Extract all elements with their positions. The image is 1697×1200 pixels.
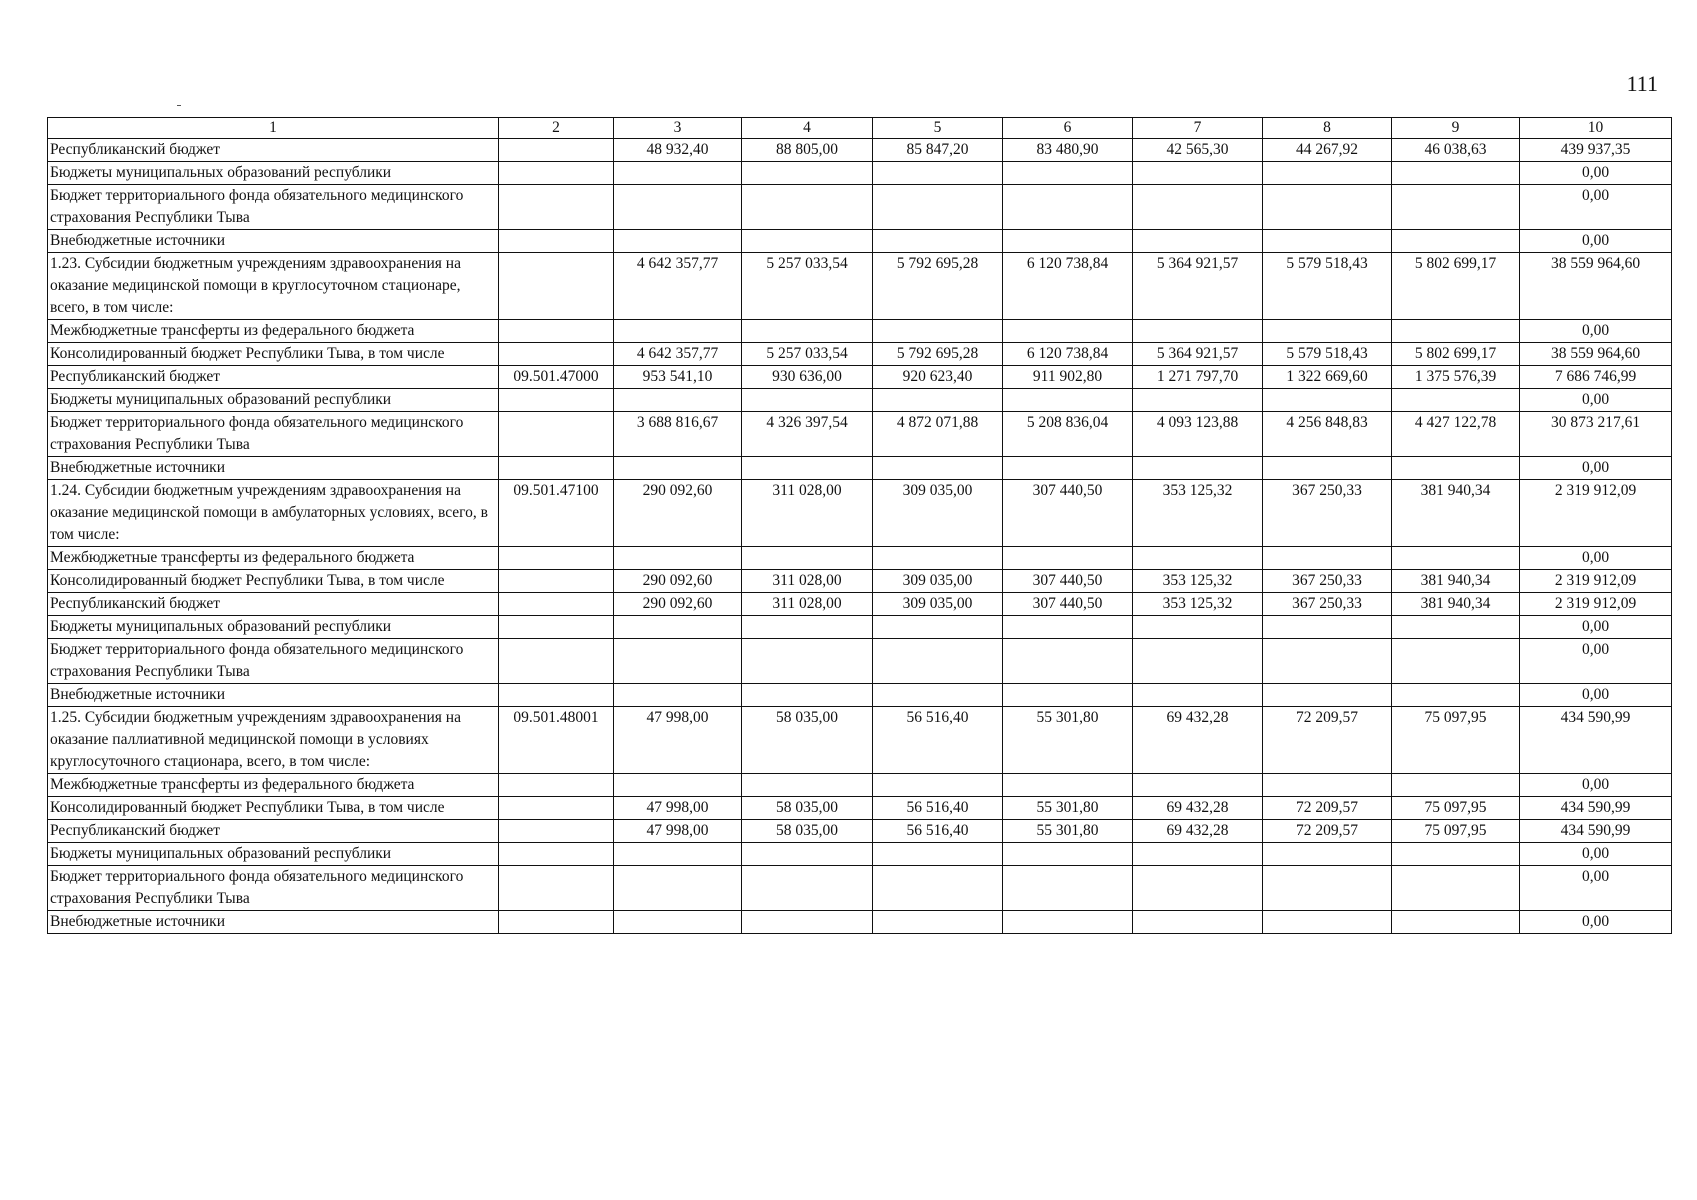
value-cell-col-7 [1133,616,1263,639]
value-cell-col-4 [742,684,873,707]
value-cell-col-4 [742,866,873,911]
value-cell-col-5: 5 792 695,28 [873,343,1003,366]
value-cell-col-3 [614,185,742,230]
value-cell-col-3 [614,389,742,412]
value-cell-col-9: 46 038,63 [1392,139,1520,162]
value-cell-col-9 [1392,774,1520,797]
column-header-3: 3 [614,118,742,139]
value-cell-col-10: 0,00 [1520,866,1672,911]
value-cell-col-4 [742,457,873,480]
value-cell-col-8 [1263,866,1392,911]
value-cell-col-7 [1133,911,1263,934]
row-name: Бюджет территориального фонда обязательного медицинского страхования Республики Тыва [48,412,499,457]
row-name: Республиканский бюджет [48,820,499,843]
value-cell-col-5: 56 516,40 [873,820,1003,843]
row-code [499,185,614,230]
table-row [48,162,1672,185]
row-name: Бюджет территориального фонда обязательного медицинского страхования Республики Тыва [48,866,499,911]
value-cell-col-4 [742,547,873,570]
value-cell-col-9: 5 802 699,17 [1392,343,1520,366]
value-cell-col-3: 48 932,40 [614,139,742,162]
value-cell-col-5 [873,843,1003,866]
value-cell-col-7: 5 364 921,57 [1133,253,1263,320]
value-cell-col-5: 309 035,00 [873,570,1003,593]
value-cell-col-4 [742,162,873,185]
page-number: 111 [1626,71,1658,96]
row-name: Внебюджетные источники [48,457,499,480]
value-cell-col-3: 47 998,00 [614,707,742,774]
value-cell-col-6 [1003,547,1133,570]
value-cell-col-3 [614,230,742,253]
value-cell-col-7 [1133,866,1263,911]
value-cell-col-10: 0,00 [1520,457,1672,480]
value-cell-col-5: 4 872 071,88 [873,412,1003,457]
value-cell-col-4: 311 028,00 [742,480,873,547]
value-cell-col-6 [1003,684,1133,707]
row-code [499,616,614,639]
value-cell-col-5 [873,162,1003,185]
row-code [499,639,614,684]
value-cell-col-7: 69 432,28 [1133,797,1263,820]
table-row [48,389,1672,412]
value-cell-col-8: 5 579 518,43 [1263,343,1392,366]
row-code [499,570,614,593]
value-cell-col-4 [742,774,873,797]
row-code: 09.501.47000 [499,366,614,389]
row-name: Межбюджетные трансферты из федерального бюджета [48,774,499,797]
table-row [48,480,1672,547]
table-row [48,774,1672,797]
value-cell-col-6: 55 301,80 [1003,707,1133,774]
table-row [48,616,1672,639]
value-cell-col-10: 0,00 [1520,230,1672,253]
value-cell-col-10: 38 559 964,60 [1520,343,1672,366]
value-cell-col-5: 309 035,00 [873,480,1003,547]
value-cell-col-3: 3 688 816,67 [614,412,742,457]
value-cell-col-6 [1003,320,1133,343]
value-cell-col-6 [1003,616,1133,639]
row-name: Внебюджетные источники [48,230,499,253]
value-cell-col-4 [742,843,873,866]
value-cell-col-8: 44 267,92 [1263,139,1392,162]
row-code: 09.501.48001 [499,707,614,774]
column-header-2: 2 [499,118,614,139]
value-cell-col-6 [1003,774,1133,797]
value-cell-col-9: 381 940,34 [1392,480,1520,547]
value-cell-col-10: 0,00 [1520,639,1672,684]
value-cell-col-4: 4 326 397,54 [742,412,873,457]
value-cell-col-4: 930 636,00 [742,366,873,389]
row-name: Бюджеты муниципальных образований республики [48,616,499,639]
value-cell-col-4 [742,230,873,253]
value-cell-col-10: 0,00 [1520,616,1672,639]
value-cell-col-10: 7 686 746,99 [1520,366,1672,389]
value-cell-col-7: 353 125,32 [1133,593,1263,616]
value-cell-col-6 [1003,639,1133,684]
table-row [48,320,1672,343]
value-cell-col-6: 911 902,80 [1003,366,1133,389]
row-code [499,866,614,911]
column-header-6: 6 [1003,118,1133,139]
table-row [48,797,1672,820]
row-name: Консолидированный бюджет Республики Тыва, в том числе [48,343,499,366]
value-cell-col-8 [1263,547,1392,570]
value-cell-col-5: 5 792 695,28 [873,253,1003,320]
value-cell-col-10: 439 937,35 [1520,139,1672,162]
row-name: 1.24. Субсидии бюджетным учреждениям здравоохранения на оказание медицинской помощи в амбулаторных условиях, всего, в том числе: [48,480,499,547]
row-name: Межбюджетные трансферты из федерального бюджета [48,547,499,570]
value-cell-col-3 [614,866,742,911]
table-row [48,843,1672,866]
row-code [499,911,614,934]
value-cell-col-10: 0,00 [1520,547,1672,570]
row-name: Внебюджетные источники [48,684,499,707]
row-name: Консолидированный бюджет Республики Тыва, в том числе [48,570,499,593]
value-cell-col-6 [1003,911,1133,934]
value-cell-col-9 [1392,866,1520,911]
value-cell-col-5: 56 516,40 [873,707,1003,774]
value-cell-col-9 [1392,616,1520,639]
value-cell-col-9 [1392,911,1520,934]
row-code [499,389,614,412]
row-name: Бюджет территориального фонда обязательного медицинского страхования Республики Тыва [48,185,499,230]
row-code [499,820,614,843]
value-cell-col-5 [873,616,1003,639]
row-name: Республиканский бюджет [48,593,499,616]
value-cell-col-4: 58 035,00 [742,797,873,820]
value-cell-col-9 [1392,320,1520,343]
value-cell-col-5 [873,911,1003,934]
row-name: Республиканский бюджет [48,366,499,389]
table-row [48,684,1672,707]
value-cell-col-7: 69 432,28 [1133,820,1263,843]
value-cell-col-6: 5 208 836,04 [1003,412,1133,457]
row-code [499,843,614,866]
value-cell-col-8: 5 579 518,43 [1263,253,1392,320]
row-code [499,320,614,343]
value-cell-col-9 [1392,185,1520,230]
budget-table [47,117,1672,934]
value-cell-col-10: 0,00 [1520,320,1672,343]
value-cell-col-3 [614,639,742,684]
value-cell-col-4: 88 805,00 [742,139,873,162]
value-cell-col-5 [873,547,1003,570]
table-row [48,570,1672,593]
value-cell-col-4 [742,320,873,343]
value-cell-col-3 [614,774,742,797]
value-cell-col-10: 0,00 [1520,774,1672,797]
header-row [48,118,1672,139]
value-cell-col-6: 307 440,50 [1003,593,1133,616]
value-cell-col-8: 367 250,33 [1263,480,1392,547]
value-cell-col-8 [1263,911,1392,934]
value-cell-col-8 [1263,185,1392,230]
row-code [499,774,614,797]
value-cell-col-10: 2 319 912,09 [1520,570,1672,593]
value-cell-col-7 [1133,162,1263,185]
row-name: 1.23. Субсидии бюджетным учреждениям здравоохранения на оказание медицинской помощи в круглосуточном стационаре, всего, в том числе: [48,253,499,320]
value-cell-col-6 [1003,866,1133,911]
value-cell-col-8 [1263,320,1392,343]
table-row [48,707,1672,774]
value-cell-col-8: 367 250,33 [1263,593,1392,616]
row-code [499,457,614,480]
value-cell-col-8: 72 209,57 [1263,820,1392,843]
table-row [48,820,1672,843]
table-row [48,457,1672,480]
value-cell-col-9: 381 940,34 [1392,570,1520,593]
value-cell-col-3 [614,457,742,480]
value-cell-col-4: 311 028,00 [742,570,873,593]
value-cell-col-4: 58 035,00 [742,707,873,774]
value-cell-col-6: 307 440,50 [1003,570,1133,593]
value-cell-col-4 [742,389,873,412]
column-header-7: 7 [1133,118,1263,139]
value-cell-col-3: 47 998,00 [614,797,742,820]
column-header-9: 9 [1392,118,1520,139]
value-cell-col-9 [1392,230,1520,253]
table-row [48,185,1672,230]
row-code [499,593,614,616]
value-cell-col-3: 4 642 357,77 [614,253,742,320]
value-cell-col-4: 5 257 033,54 [742,253,873,320]
value-cell-col-3: 47 998,00 [614,820,742,843]
value-cell-col-3 [614,162,742,185]
value-cell-col-4 [742,639,873,684]
value-cell-col-9 [1392,457,1520,480]
row-name: Межбюджетные трансферты из федерального бюджета [48,320,499,343]
value-cell-col-7 [1133,185,1263,230]
table-row [48,547,1672,570]
table-row [48,343,1672,366]
value-cell-col-7 [1133,389,1263,412]
value-cell-col-6 [1003,843,1133,866]
value-cell-col-8: 1 322 669,60 [1263,366,1392,389]
value-cell-col-8 [1263,684,1392,707]
table-row [48,911,1672,934]
row-code [499,162,614,185]
table-row [48,412,1672,457]
value-cell-col-7: 353 125,32 [1133,480,1263,547]
value-cell-col-6 [1003,389,1133,412]
value-cell-col-10: 0,00 [1520,162,1672,185]
value-cell-col-6: 6 120 738,84 [1003,253,1133,320]
value-cell-col-4 [742,185,873,230]
value-cell-col-5 [873,389,1003,412]
value-cell-col-4 [742,616,873,639]
value-cell-col-9: 75 097,95 [1392,797,1520,820]
value-cell-col-6: 307 440,50 [1003,480,1133,547]
value-cell-col-9 [1392,684,1520,707]
row-name: Бюджет территориального фонда обязательного медицинского страхования Республики Тыва [48,639,499,684]
row-code [499,343,614,366]
value-cell-col-10: 0,00 [1520,684,1672,707]
table-row [48,230,1672,253]
value-cell-col-7 [1133,547,1263,570]
value-cell-col-5 [873,866,1003,911]
row-name: 1.25. Субсидии бюджетным учреждениям здравоохранения на оказание паллиативной медицинской помощи в условиях круглосуточного стационара, всего, в том числе: [48,707,499,774]
value-cell-col-7 [1133,843,1263,866]
table-body [48,139,1672,934]
value-cell-col-9 [1392,843,1520,866]
value-cell-col-6: 55 301,80 [1003,820,1133,843]
value-cell-col-10: 434 590,99 [1520,797,1672,820]
row-code [499,412,614,457]
row-name: Консолидированный бюджет Республики Тыва, в том числе [48,797,499,820]
row-code [499,797,614,820]
value-cell-col-9 [1392,547,1520,570]
table-row [48,639,1672,684]
value-cell-col-9: 1 375 576,39 [1392,366,1520,389]
value-cell-col-3 [614,547,742,570]
row-code [499,684,614,707]
column-header-1: 1 [48,118,499,139]
value-cell-col-9: 75 097,95 [1392,820,1520,843]
row-name: Бюджеты муниципальных образований республики [48,843,499,866]
value-cell-col-7: 42 565,30 [1133,139,1263,162]
value-cell-col-5: 56 516,40 [873,797,1003,820]
value-cell-col-10: 0,00 [1520,843,1672,866]
value-cell-col-5 [873,774,1003,797]
value-cell-col-8 [1263,639,1392,684]
value-cell-col-4: 58 035,00 [742,820,873,843]
table-row [48,593,1672,616]
value-cell-col-7: 69 432,28 [1133,707,1263,774]
value-cell-col-5: 920 623,40 [873,366,1003,389]
value-cell-col-10: 30 873 217,61 [1520,412,1672,457]
value-cell-col-8: 367 250,33 [1263,570,1392,593]
value-cell-col-4 [742,911,873,934]
value-cell-col-10: 2 319 912,09 [1520,593,1672,616]
value-cell-col-10: 0,00 [1520,185,1672,230]
value-cell-col-6: 83 480,90 [1003,139,1133,162]
value-cell-col-3 [614,684,742,707]
value-cell-col-6: 55 301,80 [1003,797,1133,820]
table-row [48,866,1672,911]
table-row [48,253,1672,320]
row-code [499,139,614,162]
value-cell-col-7: 353 125,32 [1133,570,1263,593]
table-row [48,366,1672,389]
value-cell-col-8 [1263,457,1392,480]
table-row [48,139,1672,162]
value-cell-col-9 [1392,389,1520,412]
value-cell-col-7: 5 364 921,57 [1133,343,1263,366]
column-header-8: 8 [1263,118,1392,139]
value-cell-col-5 [873,185,1003,230]
value-cell-col-10: 0,00 [1520,389,1672,412]
value-cell-col-8 [1263,843,1392,866]
value-cell-col-5 [873,684,1003,707]
value-cell-col-10: 434 590,99 [1520,707,1672,774]
value-cell-col-7 [1133,230,1263,253]
value-cell-col-6: 6 120 738,84 [1003,343,1133,366]
value-cell-col-9: 5 802 699,17 [1392,253,1520,320]
value-cell-col-4: 311 028,00 [742,593,873,616]
row-name: Бюджеты муниципальных образований республики [48,389,499,412]
value-cell-col-7: 1 271 797,70 [1133,366,1263,389]
row-name: Внебюджетные источники [48,911,499,934]
value-cell-col-10: 0,00 [1520,911,1672,934]
value-cell-col-5 [873,320,1003,343]
value-cell-col-10: 38 559 964,60 [1520,253,1672,320]
value-cell-col-6 [1003,162,1133,185]
value-cell-col-6 [1003,185,1133,230]
value-cell-col-4: 5 257 033,54 [742,343,873,366]
value-cell-col-3 [614,320,742,343]
value-cell-col-5: 309 035,00 [873,593,1003,616]
value-cell-col-6 [1003,230,1133,253]
value-cell-col-9: 381 940,34 [1392,593,1520,616]
column-header-5: 5 [873,118,1003,139]
value-cell-col-5 [873,639,1003,684]
value-cell-col-8: 4 256 848,83 [1263,412,1392,457]
scan-mark [177,105,181,106]
value-cell-col-8 [1263,162,1392,185]
value-cell-col-5: 85 847,20 [873,139,1003,162]
value-cell-col-7 [1133,684,1263,707]
value-cell-col-7 [1133,774,1263,797]
value-cell-col-3: 4 642 357,77 [614,343,742,366]
value-cell-col-10: 2 319 912,09 [1520,480,1672,547]
row-name: Бюджеты муниципальных образований республики [48,162,499,185]
value-cell-col-3 [614,843,742,866]
value-cell-col-7 [1133,639,1263,684]
column-header-10: 10 [1520,118,1672,139]
value-cell-col-8: 72 209,57 [1263,797,1392,820]
value-cell-col-8 [1263,389,1392,412]
value-cell-col-7 [1133,320,1263,343]
value-cell-col-3: 290 092,60 [614,570,742,593]
value-cell-col-7 [1133,457,1263,480]
value-cell-col-5 [873,230,1003,253]
value-cell-col-8 [1263,230,1392,253]
value-cell-col-3: 290 092,60 [614,593,742,616]
column-header-4: 4 [742,118,873,139]
row-code [499,253,614,320]
value-cell-col-8 [1263,616,1392,639]
row-code [499,547,614,570]
value-cell-col-8 [1263,774,1392,797]
value-cell-col-9: 75 097,95 [1392,707,1520,774]
value-cell-col-3: 290 092,60 [614,480,742,547]
value-cell-col-3 [614,911,742,934]
value-cell-col-8: 72 209,57 [1263,707,1392,774]
value-cell-col-10: 434 590,99 [1520,820,1672,843]
row-code: 09.501.47100 [499,480,614,547]
row-name: Республиканский бюджет [48,139,499,162]
value-cell-col-9 [1392,162,1520,185]
value-cell-col-3 [614,616,742,639]
value-cell-col-3: 953 541,10 [614,366,742,389]
value-cell-col-5 [873,457,1003,480]
value-cell-col-9 [1392,639,1520,684]
row-code [499,230,614,253]
value-cell-col-7: 4 093 123,88 [1133,412,1263,457]
value-cell-col-9: 4 427 122,78 [1392,412,1520,457]
value-cell-col-6 [1003,457,1133,480]
